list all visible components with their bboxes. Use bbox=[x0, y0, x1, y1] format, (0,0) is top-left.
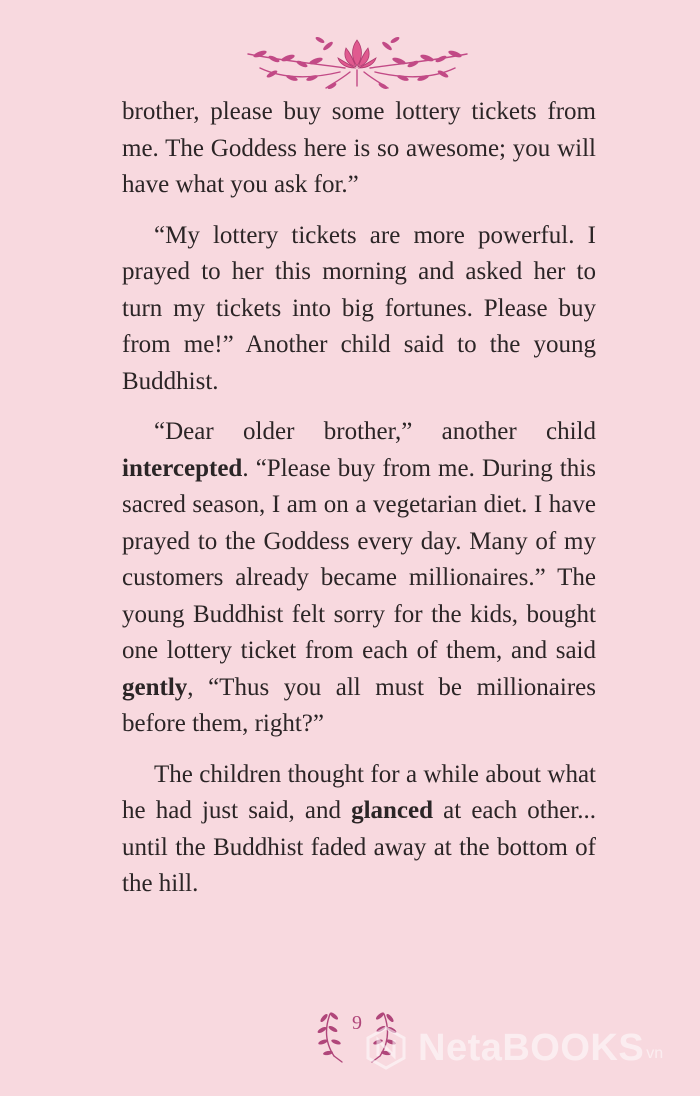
bold-vocabulary-word: gently bbox=[122, 673, 188, 701]
paragraph-2 bbox=[122, 218, 596, 401]
text-segment: “My lottery tickets are more powerful. I prayed to her this morning and asked her to turn my tickets into big fortunes. Please buy from me!” Another child said to the young Buddhist. bbox=[122, 221, 596, 395]
paragraph-3 bbox=[122, 414, 596, 743]
netabooks-logo-icon bbox=[362, 1024, 410, 1072]
text-segment: The children thought for a while about what he had just said, and bbox=[122, 760, 596, 824]
watermark-suffix: vn bbox=[646, 1045, 664, 1062]
text-segment: at each other... until the Buddhist faded away at the bottom of the hill. bbox=[122, 797, 596, 897]
page-number: 9 bbox=[352, 1012, 362, 1034]
story-text bbox=[122, 94, 596, 917]
bold-vocabulary-word: glanced bbox=[351, 797, 434, 824]
text-segment: brother, please buy some lottery tickets from me. The Goddess here is so awesome; you will have what you ask for.” bbox=[122, 98, 596, 198]
paragraph-1 bbox=[122, 94, 596, 204]
watermark-text: NetaBOOKS bbox=[418, 1026, 645, 1069]
text-segment: “Dear older brother,” another child bbox=[154, 418, 596, 445]
text-segment: . “Please buy from me. During this sacred season, I am on a vegetarian diet. I have prayed to the Goddess every day. Many of my customers already became millionaires.” The young Buddhist felt sorry for the kids, bought one lottery ticket from each of them, and said bbox=[122, 454, 596, 664]
watermark bbox=[362, 1018, 692, 1078]
text-segment: , “Thus you all must be millionaires before them, right?” bbox=[122, 673, 596, 737]
lotus-vine-icon bbox=[240, 28, 475, 92]
paragraph-4 bbox=[122, 757, 596, 903]
bold-vocabulary-word: intercepted bbox=[122, 454, 243, 482]
